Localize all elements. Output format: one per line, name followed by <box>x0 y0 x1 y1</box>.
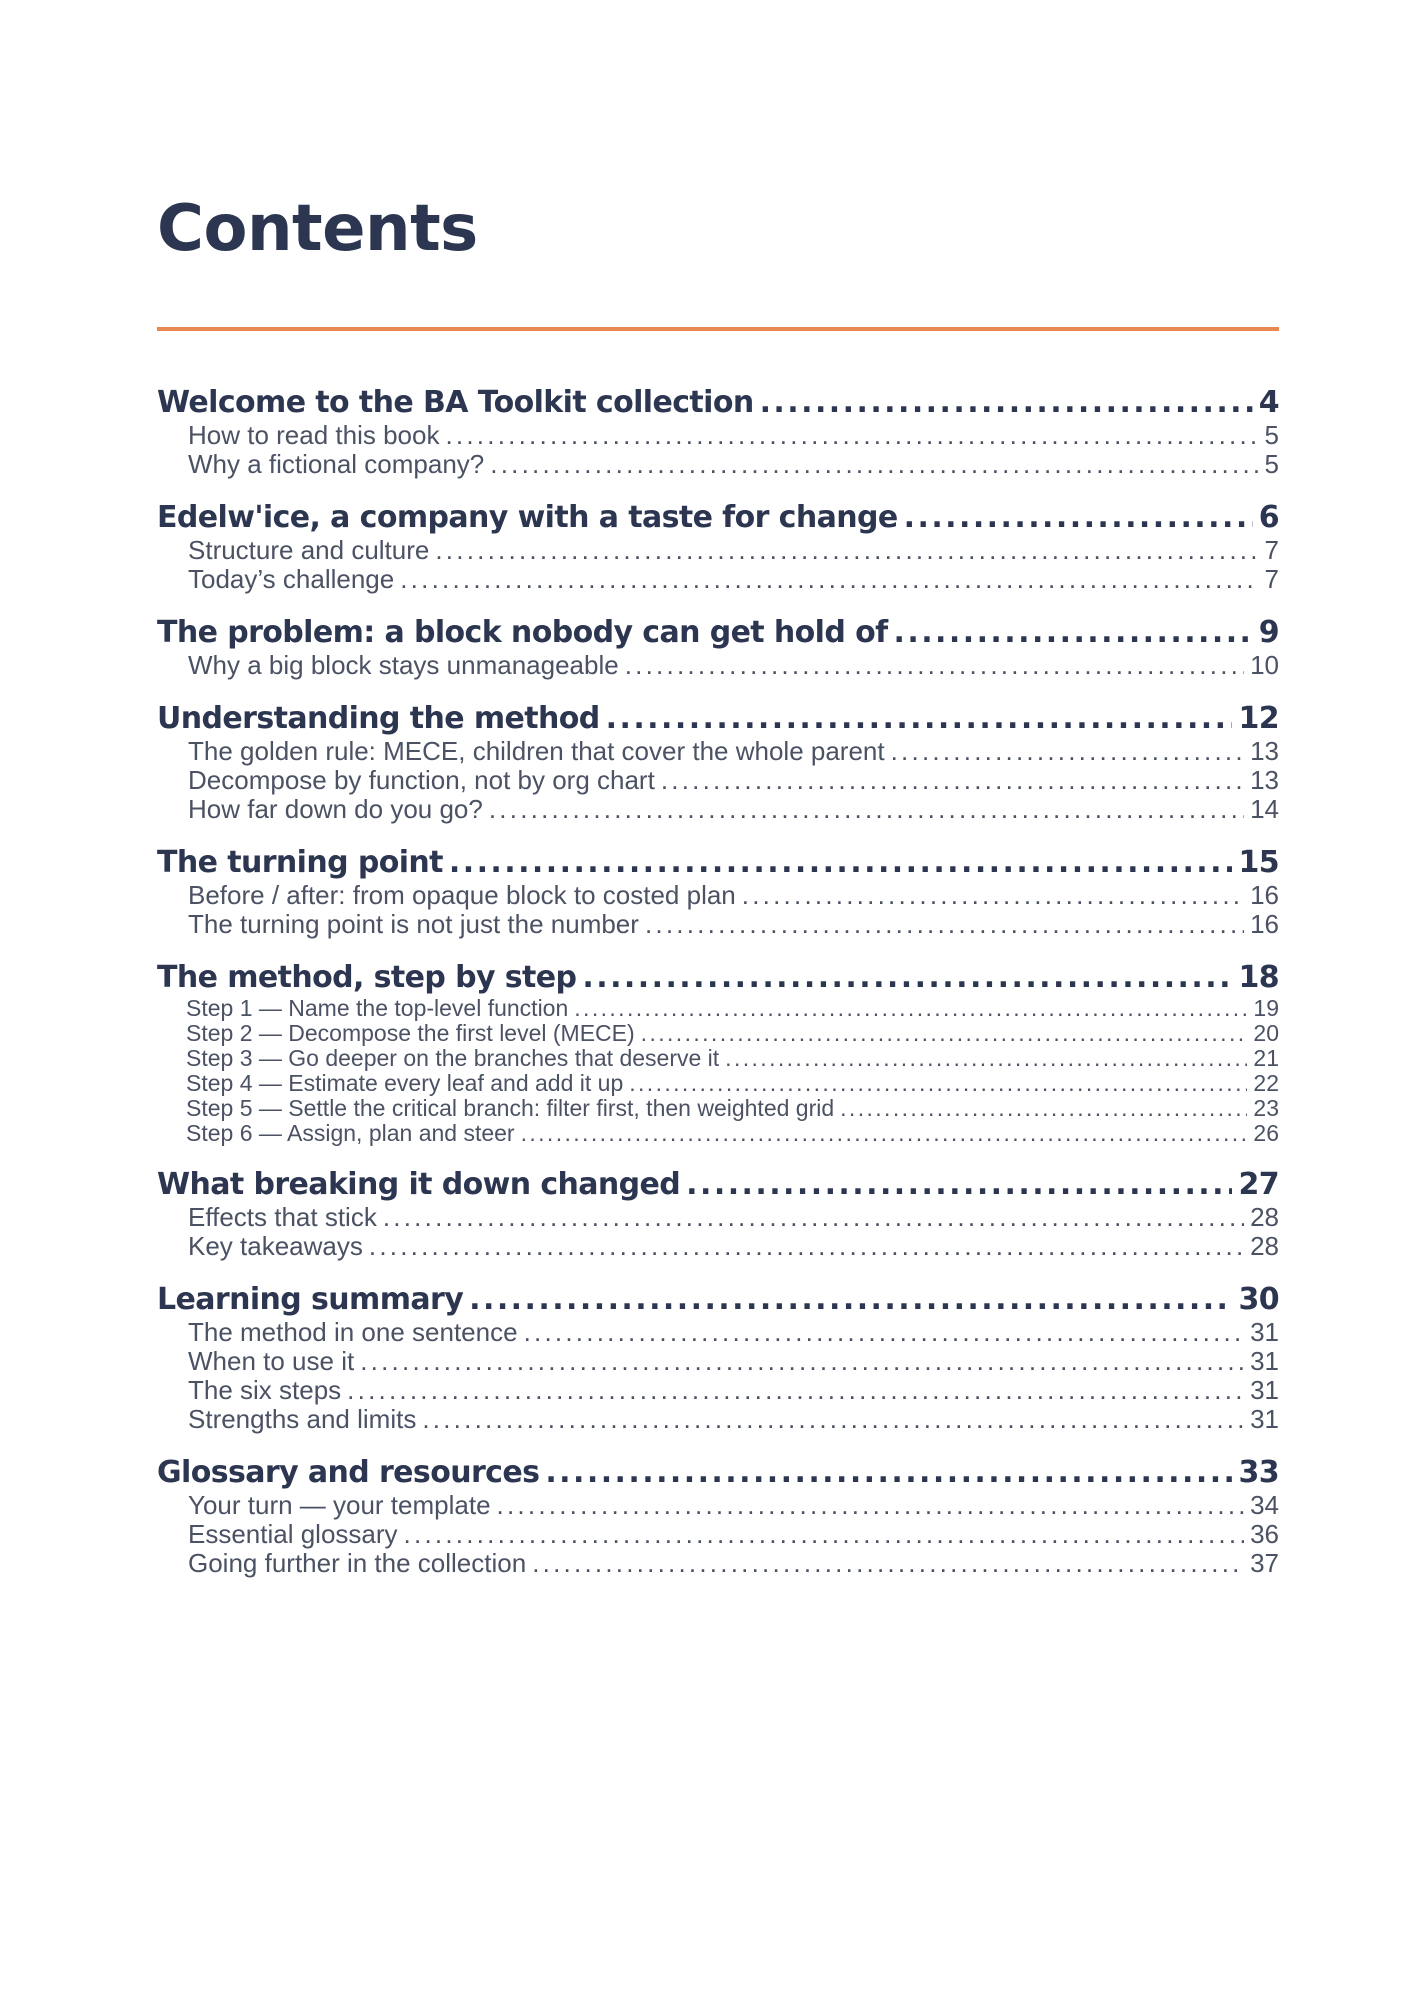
toc-entry-title: Going further in the collection <box>188 1548 527 1578</box>
toc-sub-entry[interactable] <box>157 881 1279 910</box>
toc-page-number: 13 <box>1250 765 1279 795</box>
toc-page-number: 30 <box>1238 1282 1279 1317</box>
dot-leader <box>524 1318 1245 1347</box>
toc-page-number: 31 <box>1250 1404 1279 1434</box>
toc-step-entry[interactable] <box>157 1046 1279 1071</box>
toc-chapter-entry[interactable] <box>157 700 1279 737</box>
toc-sub-entry[interactable] <box>157 1549 1279 1578</box>
toc-entry-title: Step 1 — Name the top-level function <box>186 995 569 1021</box>
dot-leader <box>400 565 1258 594</box>
dot-leader <box>582 959 1232 996</box>
toc-entry-title: Step 4 — Estimate every leaf and add it up <box>186 1070 624 1096</box>
toc-page-number: 18 <box>1238 960 1279 995</box>
toc-step-entry[interactable] <box>157 1021 1279 1046</box>
toc-section <box>157 1281 1279 1434</box>
dot-leader <box>629 1071 1247 1096</box>
toc-chapter-title: Edelw'ice, a company with a taste for change <box>157 500 898 535</box>
dot-leader <box>904 499 1253 536</box>
dot-leader <box>445 421 1258 450</box>
dot-leader <box>606 700 1233 737</box>
toc-sub-entry[interactable] <box>157 1347 1279 1376</box>
toc-section <box>157 614 1279 680</box>
toc-chapter-title: Welcome to the BA Toolkit collection <box>157 385 754 420</box>
toc-entry-title: How to read this book <box>188 420 440 450</box>
toc-sub-entry[interactable] <box>157 795 1279 824</box>
toc-page-number: 33 <box>1238 1455 1279 1490</box>
toc-page-number: 5 <box>1264 449 1279 479</box>
toc-page-number: 31 <box>1250 1317 1279 1347</box>
dot-leader <box>369 1232 1244 1261</box>
toc-sub-entry[interactable] <box>157 1318 1279 1347</box>
toc-page-number: 37 <box>1250 1548 1279 1578</box>
toc-entry-title: Effects that stick <box>188 1202 377 1232</box>
toc-chapter-entry[interactable] <box>157 959 1279 996</box>
toc-page-number: 7 <box>1264 564 1279 594</box>
toc-page-number: 16 <box>1250 880 1279 910</box>
toc-sub-entry[interactable] <box>157 766 1279 795</box>
dot-leader <box>404 1520 1245 1549</box>
toc-section <box>157 1166 1279 1261</box>
toc-section <box>157 700 1279 824</box>
toc-step-entry[interactable] <box>157 1071 1279 1096</box>
toc-chapter-entry[interactable] <box>157 1454 1279 1491</box>
toc-page-number: 4 <box>1258 385 1279 420</box>
toc-page-number: 28 <box>1250 1231 1279 1261</box>
toc-chapter-title: Learning summary <box>157 1282 464 1317</box>
toc-sub-entry[interactable] <box>157 910 1279 939</box>
dot-leader <box>360 1347 1244 1376</box>
toc-page-number: 23 <box>1253 1095 1279 1121</box>
toc-entry-title: Essential glossary <box>188 1519 398 1549</box>
toc-entry-title: Step 6 — Assign, plan and steer <box>186 1120 515 1146</box>
toc-page-number: 7 <box>1264 535 1279 565</box>
dot-leader <box>545 1454 1232 1491</box>
toc-sub-entry[interactable] <box>157 737 1279 766</box>
toc-chapter-title: Glossary and resources <box>157 1455 540 1490</box>
toc-page-number: 26 <box>1253 1120 1279 1146</box>
dot-leader <box>490 450 1258 479</box>
toc-section <box>157 384 1279 479</box>
toc-entry-title: The turning point is not just the number <box>188 909 639 939</box>
dot-leader <box>661 766 1244 795</box>
toc-entry-title: The six steps <box>188 1375 342 1405</box>
toc-sub-entry[interactable] <box>157 450 1279 479</box>
dot-leader <box>521 1121 1248 1146</box>
dot-leader <box>725 1046 1247 1071</box>
dot-leader <box>347 1376 1244 1405</box>
toc-page-number: 22 <box>1253 1070 1279 1096</box>
toc-page-number: 10 <box>1250 650 1279 680</box>
dot-leader <box>894 614 1253 651</box>
table-of-contents <box>157 384 1279 1598</box>
toc-page-number: 14 <box>1250 794 1279 824</box>
toc-entry-title: Strengths and limits <box>188 1404 417 1434</box>
toc-sub-entry[interactable] <box>157 1376 1279 1405</box>
dot-leader <box>489 795 1244 824</box>
toc-section <box>157 499 1279 594</box>
toc-sub-entry[interactable] <box>157 1232 1279 1261</box>
toc-page-number: 31 <box>1250 1346 1279 1376</box>
toc-sub-entry[interactable] <box>157 536 1279 565</box>
toc-entry-title: Key takeaways <box>188 1231 363 1261</box>
toc-entry-title: Step 2 — Decompose the first level (MECE) <box>186 1020 635 1046</box>
dot-leader <box>435 536 1258 565</box>
toc-entry-title: The golden rule: MECE, children that cover the whole parent <box>188 736 885 766</box>
toc-page-number: 6 <box>1258 500 1279 535</box>
dot-leader <box>686 1166 1232 1203</box>
toc-entry-title: The method in one sentence <box>188 1317 518 1347</box>
toc-page-number: 27 <box>1238 1167 1279 1202</box>
toc-entry-title: Step 3 — Go deeper on the branches that deserve it <box>186 1045 720 1071</box>
toc-page-number: 13 <box>1250 736 1279 766</box>
toc-page-number: 9 <box>1258 615 1279 650</box>
toc-entry-title: Decompose by function, not by org chart <box>188 765 655 795</box>
toc-chapter-entry[interactable] <box>157 614 1279 651</box>
toc-page-number: 5 <box>1264 420 1279 450</box>
toc-sub-entry[interactable] <box>157 1520 1279 1549</box>
toc-page-number: 15 <box>1238 845 1279 880</box>
toc-page-number: 28 <box>1250 1202 1279 1232</box>
toc-entry-title: Before / after: from opaque block to costed plan <box>188 880 736 910</box>
toc-chapter-title: The turning point <box>157 845 443 880</box>
toc-page-number: 16 <box>1250 909 1279 939</box>
toc-page-number: 34 <box>1250 1490 1279 1520</box>
dot-leader <box>532 1549 1244 1578</box>
dot-leader <box>891 737 1244 766</box>
toc-page-number: 12 <box>1238 701 1279 736</box>
dot-leader <box>625 651 1244 680</box>
toc-chapter-entry[interactable] <box>157 844 1279 881</box>
toc-sub-entry[interactable] <box>157 651 1279 680</box>
dot-leader <box>469 1281 1232 1318</box>
toc-page-number: 31 <box>1250 1375 1279 1405</box>
dot-leader <box>497 1491 1245 1520</box>
dot-leader <box>742 881 1244 910</box>
toc-entry-title: Why a big block stays unmanageable <box>188 650 619 680</box>
dot-leader <box>383 1203 1244 1232</box>
toc-entry-title: Structure and culture <box>188 535 430 565</box>
toc-chapter-entry[interactable] <box>157 499 1279 536</box>
toc-step-entry[interactable] <box>157 996 1279 1021</box>
toc-entry-title: When to use it <box>188 1346 355 1376</box>
toc-chapter-title: The method, step by step <box>157 960 577 995</box>
toc-page-number: 36 <box>1250 1519 1279 1549</box>
toc-page-number: 19 <box>1253 995 1279 1021</box>
title-divider <box>157 327 1279 331</box>
toc-step-entry[interactable] <box>157 1096 1279 1121</box>
toc-entry-title: Your turn — your template <box>188 1490 491 1520</box>
toc-section <box>157 844 1279 939</box>
page-title: Contents <box>157 192 478 266</box>
toc-entry-title: How far down do you go? <box>188 794 483 824</box>
toc-sub-entry[interactable] <box>157 1405 1279 1434</box>
toc-entry-title: Today’s challenge <box>188 564 395 594</box>
toc-sub-entry[interactable] <box>157 565 1279 594</box>
dot-leader <box>574 996 1247 1021</box>
toc-sub-entry[interactable] <box>157 421 1279 450</box>
toc-section <box>157 959 1279 1146</box>
toc-page-number: 20 <box>1253 1020 1279 1046</box>
toc-page-number: 21 <box>1253 1045 1279 1071</box>
toc-step-entry[interactable] <box>157 1121 1279 1146</box>
toc-chapter-entry[interactable] <box>157 1166 1279 1203</box>
toc-section <box>157 1454 1279 1578</box>
toc-chapter-entry[interactable] <box>157 1281 1279 1318</box>
dot-leader <box>840 1096 1247 1121</box>
toc-chapter-entry[interactable] <box>157 384 1279 421</box>
toc-sub-entry[interactable] <box>157 1203 1279 1232</box>
toc-chapter-title: The problem: a block nobody can get hold of <box>157 615 888 650</box>
dot-leader <box>760 384 1253 421</box>
toc-chapter-title: Understanding the method <box>157 701 600 736</box>
dot-leader <box>641 1021 1248 1046</box>
dot-leader <box>449 844 1233 881</box>
toc-entry-title: Why a fictional company? <box>188 449 485 479</box>
dot-leader <box>645 910 1244 939</box>
toc-entry-title: Step 5 — Settle the critical branch: filter first, then weighted grid <box>186 1095 835 1121</box>
dot-leader <box>422 1405 1244 1434</box>
toc-sub-entry[interactable] <box>157 1491 1279 1520</box>
toc-chapter-title: What breaking it down changed <box>157 1167 681 1202</box>
